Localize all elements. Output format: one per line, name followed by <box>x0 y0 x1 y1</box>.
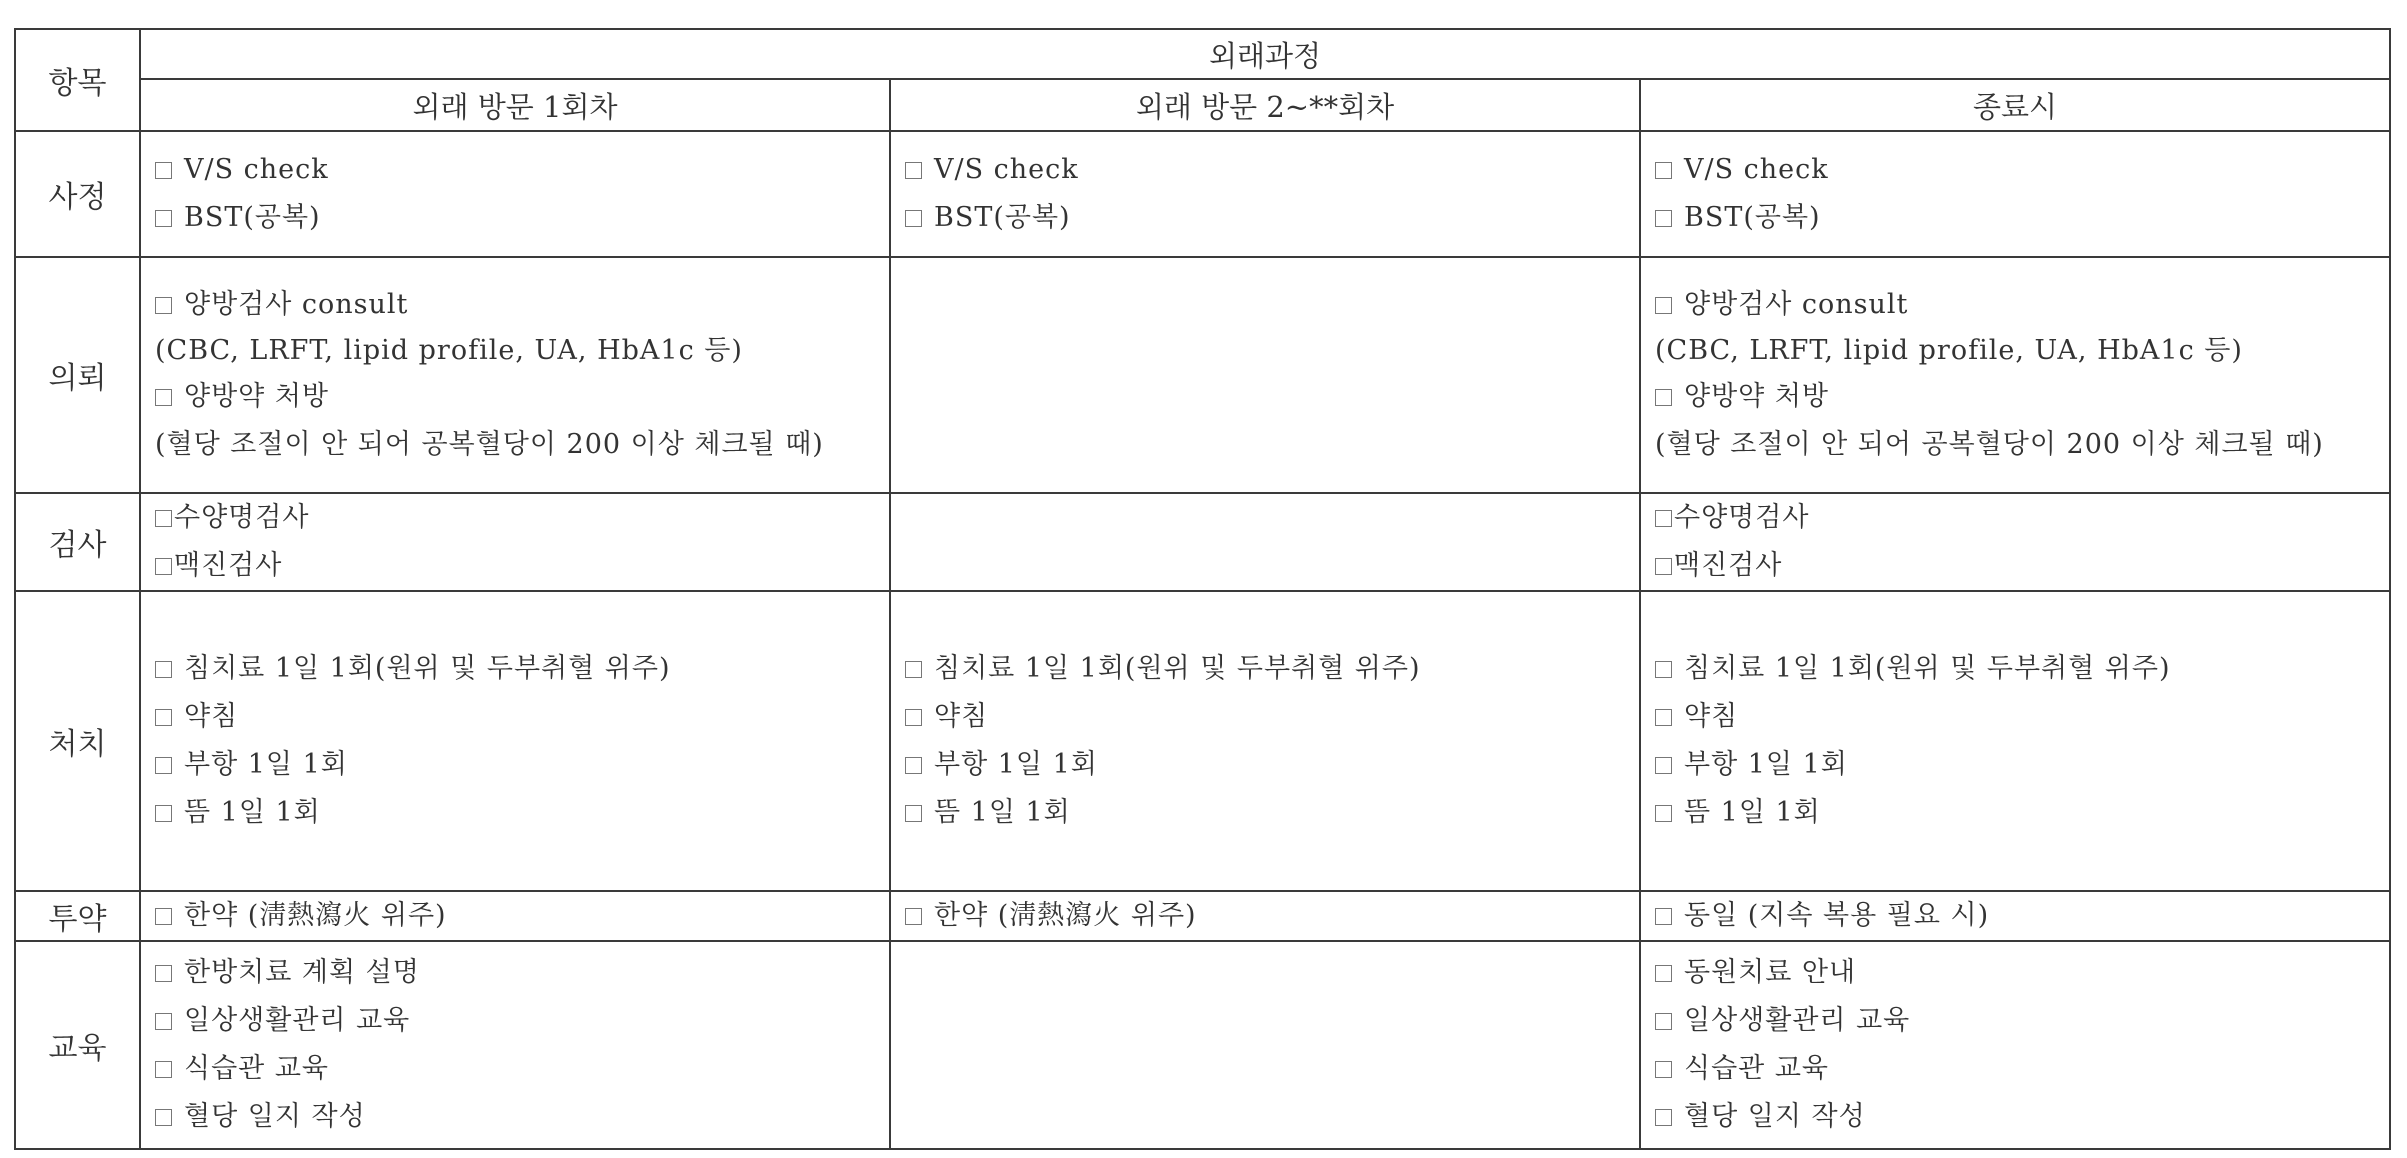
checklist-item <box>905 693 1625 741</box>
checklist-item-label: V/S check <box>934 154 1079 185</box>
checkbox-icon[interactable] <box>1655 709 1672 726</box>
checklist-item-label: BST(공복) <box>1684 202 1821 233</box>
table-row-education <box>15 941 2390 1149</box>
checklist-item-label: 혈당 일지 작성 <box>1684 1101 1866 1132</box>
checkbox-icon[interactable] <box>905 908 922 925</box>
checklist-item <box>905 146 1625 194</box>
cell-referral-end <box>1640 257 2390 493</box>
checklist-item-label: (CBC, LRFT, lipid profile, UA, HbA1c 등) <box>155 335 743 366</box>
checkbox-icon[interactable] <box>1655 558 1672 575</box>
checkbox-icon[interactable] <box>1655 510 1672 527</box>
checkbox-icon[interactable] <box>155 965 172 982</box>
checklist-item-label: 양방약 처방 <box>1684 381 1829 412</box>
checkbox-icon[interactable] <box>155 1061 172 1078</box>
cell-education-visit-1 <box>140 941 890 1149</box>
cell-assessment-visit-2 <box>890 131 1640 257</box>
checklist-item-label: 뜸 1일 1회 <box>184 797 321 828</box>
checklist-item <box>1655 789 2375 837</box>
table-row-assessment <box>15 131 2390 257</box>
checkbox-icon[interactable] <box>155 757 172 774</box>
checklist-item <box>1655 693 2375 741</box>
cell-assessment-end <box>1640 131 2390 257</box>
checklist-item <box>155 373 875 421</box>
checklist-item-label: BST(공복) <box>184 202 321 233</box>
checkbox-icon[interactable] <box>155 389 172 406</box>
checklist-item-label: 뜸 1일 1회 <box>1684 797 1821 828</box>
row-label-tests: 검사 <box>15 493 140 591</box>
checklist-item-label: 약침 <box>1684 701 1739 732</box>
checkbox-icon[interactable] <box>905 162 922 179</box>
cell-treatment-visit-1 <box>140 591 890 891</box>
checkbox-icon[interactable] <box>1655 1013 1672 1030</box>
cell-medication-visit-1 <box>140 891 890 941</box>
checklist-item <box>1655 997 2375 1045</box>
checklist-item <box>155 949 875 997</box>
checklist-item <box>155 421 875 469</box>
checkbox-icon[interactable] <box>905 709 922 726</box>
item-column-header: 항목 <box>15 29 140 131</box>
checklist-item <box>1655 146 2375 194</box>
checklist-item <box>155 997 875 1045</box>
row-label-medication: 투약 <box>15 891 140 941</box>
checklist-item <box>155 146 875 194</box>
header-row-top <box>15 29 2390 79</box>
checklist-item <box>1655 373 2375 421</box>
checklist-item <box>155 892 875 940</box>
checklist-item <box>155 645 875 693</box>
checklist-item <box>155 281 875 329</box>
checkbox-icon[interactable] <box>1655 1061 1672 1078</box>
checkbox-icon[interactable] <box>1655 661 1672 678</box>
checklist-item-label: 침치료 1일 1회(원위 및 두부취혈 위주) <box>934 653 1421 684</box>
checklist-item <box>1655 494 2375 542</box>
checklist-item-label: 맥진검사 <box>1674 550 1783 581</box>
checkbox-icon[interactable] <box>1655 805 1672 822</box>
checklist-item-label: V/S check <box>184 154 329 185</box>
checklist-item <box>1655 421 2375 469</box>
checkbox-icon[interactable] <box>905 661 922 678</box>
checklist-item <box>905 645 1625 693</box>
checklist-item <box>155 741 875 789</box>
checklist-item <box>905 741 1625 789</box>
cell-treatment-visit-2 <box>890 591 1640 891</box>
checklist-item-label: 혈당 일지 작성 <box>184 1101 366 1132</box>
cell-education-visit-2 <box>890 941 1640 1149</box>
checkbox-icon[interactable] <box>1655 389 1672 406</box>
clinical-pathway-table <box>14 28 2391 1150</box>
checklist-item-label: 한약 (淸熱瀉火 위주) <box>934 900 1197 931</box>
checklist-item <box>1655 281 2375 329</box>
checklist-item-label: (혈당 조절이 안 되어 공복혈당이 200 이상 체크될 때) <box>1655 429 2324 460</box>
cell-tests-end <box>1640 493 2390 591</box>
checkbox-icon[interactable] <box>1655 297 1672 314</box>
checklist-item <box>905 789 1625 837</box>
checklist-item-label: 침치료 1일 1회(원위 및 두부취혈 위주) <box>184 653 671 684</box>
checklist-item <box>1655 542 2375 590</box>
checklist-item <box>1655 1045 2375 1093</box>
checkbox-icon[interactable] <box>1655 965 1672 982</box>
checkbox-icon[interactable] <box>1655 757 1672 774</box>
checklist-item-label: 양방약 처방 <box>184 381 329 412</box>
checklist-item <box>1655 741 2375 789</box>
column-header-end: 종료시 <box>1640 79 2390 131</box>
checklist-item-label: 한방치료 계획 설명 <box>184 957 420 988</box>
checkbox-icon[interactable] <box>1655 162 1672 179</box>
checkbox-icon[interactable] <box>155 1109 172 1126</box>
row-label-education: 교육 <box>15 941 140 1149</box>
cell-education-end <box>1640 941 2390 1149</box>
checkbox-icon[interactable] <box>1655 908 1672 925</box>
checklist-item-label: 일상생활관리 교육 <box>184 1005 411 1036</box>
cell-medication-end <box>1640 891 2390 941</box>
checkbox-icon[interactable] <box>905 210 922 227</box>
checkbox-icon[interactable] <box>155 805 172 822</box>
checkbox-icon[interactable] <box>1655 1109 1672 1126</box>
checkbox-icon[interactable] <box>155 162 172 179</box>
checklist-item <box>1655 645 2375 693</box>
checklist-item-label: 약침 <box>934 701 989 732</box>
cell-assessment-visit-1 <box>140 131 890 257</box>
checklist-item-label: 식습관 교육 <box>184 1053 329 1084</box>
checkbox-icon[interactable] <box>1655 210 1672 227</box>
cell-referral-visit-2 <box>890 257 1640 493</box>
checklist-item-label: 맥진검사 <box>174 550 283 581</box>
checklist-item-label: 동원치료 안내 <box>1684 957 1857 988</box>
row-label-treatment: 처치 <box>15 591 140 891</box>
checklist-item-label: 뜸 1일 1회 <box>934 797 1071 828</box>
checklist-item <box>155 542 875 590</box>
checklist-item <box>155 194 875 242</box>
checklist-item-label: 양방검사 consult <box>184 289 409 320</box>
checkbox-icon[interactable] <box>155 908 172 925</box>
checklist-item-label: 일상생활관리 교육 <box>1684 1005 1911 1036</box>
checklist-item-label: 양방검사 consult <box>1684 289 1909 320</box>
checkbox-icon[interactable] <box>155 510 172 527</box>
row-label-assessment: 사정 <box>15 131 140 257</box>
checklist-item-label: 식습관 교육 <box>1684 1053 1829 1084</box>
checkbox-icon[interactable] <box>155 297 172 314</box>
column-header-visit-1: 외래 방문 1회차 <box>140 79 890 131</box>
checklist-item-label: (CBC, LRFT, lipid profile, UA, HbA1c 등) <box>1655 335 2243 366</box>
checklist-item <box>1655 949 2375 997</box>
cell-tests-visit-1 <box>140 493 890 591</box>
checklist-item-label: 수양명검사 <box>174 502 310 533</box>
table-row-referral <box>15 257 2390 493</box>
checklist-item <box>155 329 875 373</box>
checklist-item <box>1655 1093 2375 1141</box>
checklist-item-label: 부항 1일 1회 <box>934 749 1098 780</box>
checklist-item-label: BST(공복) <box>934 202 1071 233</box>
checkbox-icon[interactable] <box>155 210 172 227</box>
checklist-item <box>155 1093 875 1141</box>
checklist-item <box>155 789 875 837</box>
checklist-item-label: V/S check <box>1684 154 1829 185</box>
checkbox-icon[interactable] <box>905 757 922 774</box>
checklist-item <box>1655 194 2375 242</box>
cell-tests-visit-2 <box>890 493 1640 591</box>
checklist-item <box>155 494 875 542</box>
column-header-visit-2: 외래 방문 2~**회차 <box>890 79 1640 131</box>
checklist-item-label: (혈당 조절이 안 되어 공복혈당이 200 이상 체크될 때) <box>155 429 824 460</box>
checkbox-icon[interactable] <box>155 1013 172 1030</box>
cell-treatment-end <box>1640 591 2390 891</box>
checklist-item <box>1655 892 2375 940</box>
table-row-treatment <box>15 591 2390 891</box>
checklist-item <box>905 892 1625 940</box>
checkbox-icon[interactable] <box>905 805 922 822</box>
checklist-item <box>1655 329 2375 373</box>
checkbox-icon[interactable] <box>155 661 172 678</box>
row-label-referral: 의뢰 <box>15 257 140 493</box>
checklist-item <box>155 693 875 741</box>
checkbox-icon[interactable] <box>155 558 172 575</box>
checklist-item-label: 부항 1일 1회 <box>1684 749 1848 780</box>
table-row-tests <box>15 493 2390 591</box>
checklist-item-label: 부항 1일 1회 <box>184 749 348 780</box>
header-row-columns <box>15 79 2390 131</box>
checklist-item-label: 약침 <box>184 701 239 732</box>
checkbox-icon[interactable] <box>155 709 172 726</box>
outpatient-process-header: 외래과정 <box>140 29 2390 79</box>
checklist-item-label: 수양명검사 <box>1674 502 1810 533</box>
cell-referral-visit-1 <box>140 257 890 493</box>
cell-medication-visit-2 <box>890 891 1640 941</box>
checklist-item <box>905 194 1625 242</box>
checklist-item-label: 침치료 1일 1회(원위 및 두부취혈 위주) <box>1684 653 2171 684</box>
table-row-medication <box>15 891 2390 941</box>
checklist-item-label: 한약 (淸熱瀉火 위주) <box>184 900 447 931</box>
checklist-item-label: 동일 (지속 복용 필요 시) <box>1684 900 1990 931</box>
checklist-item <box>155 1045 875 1093</box>
